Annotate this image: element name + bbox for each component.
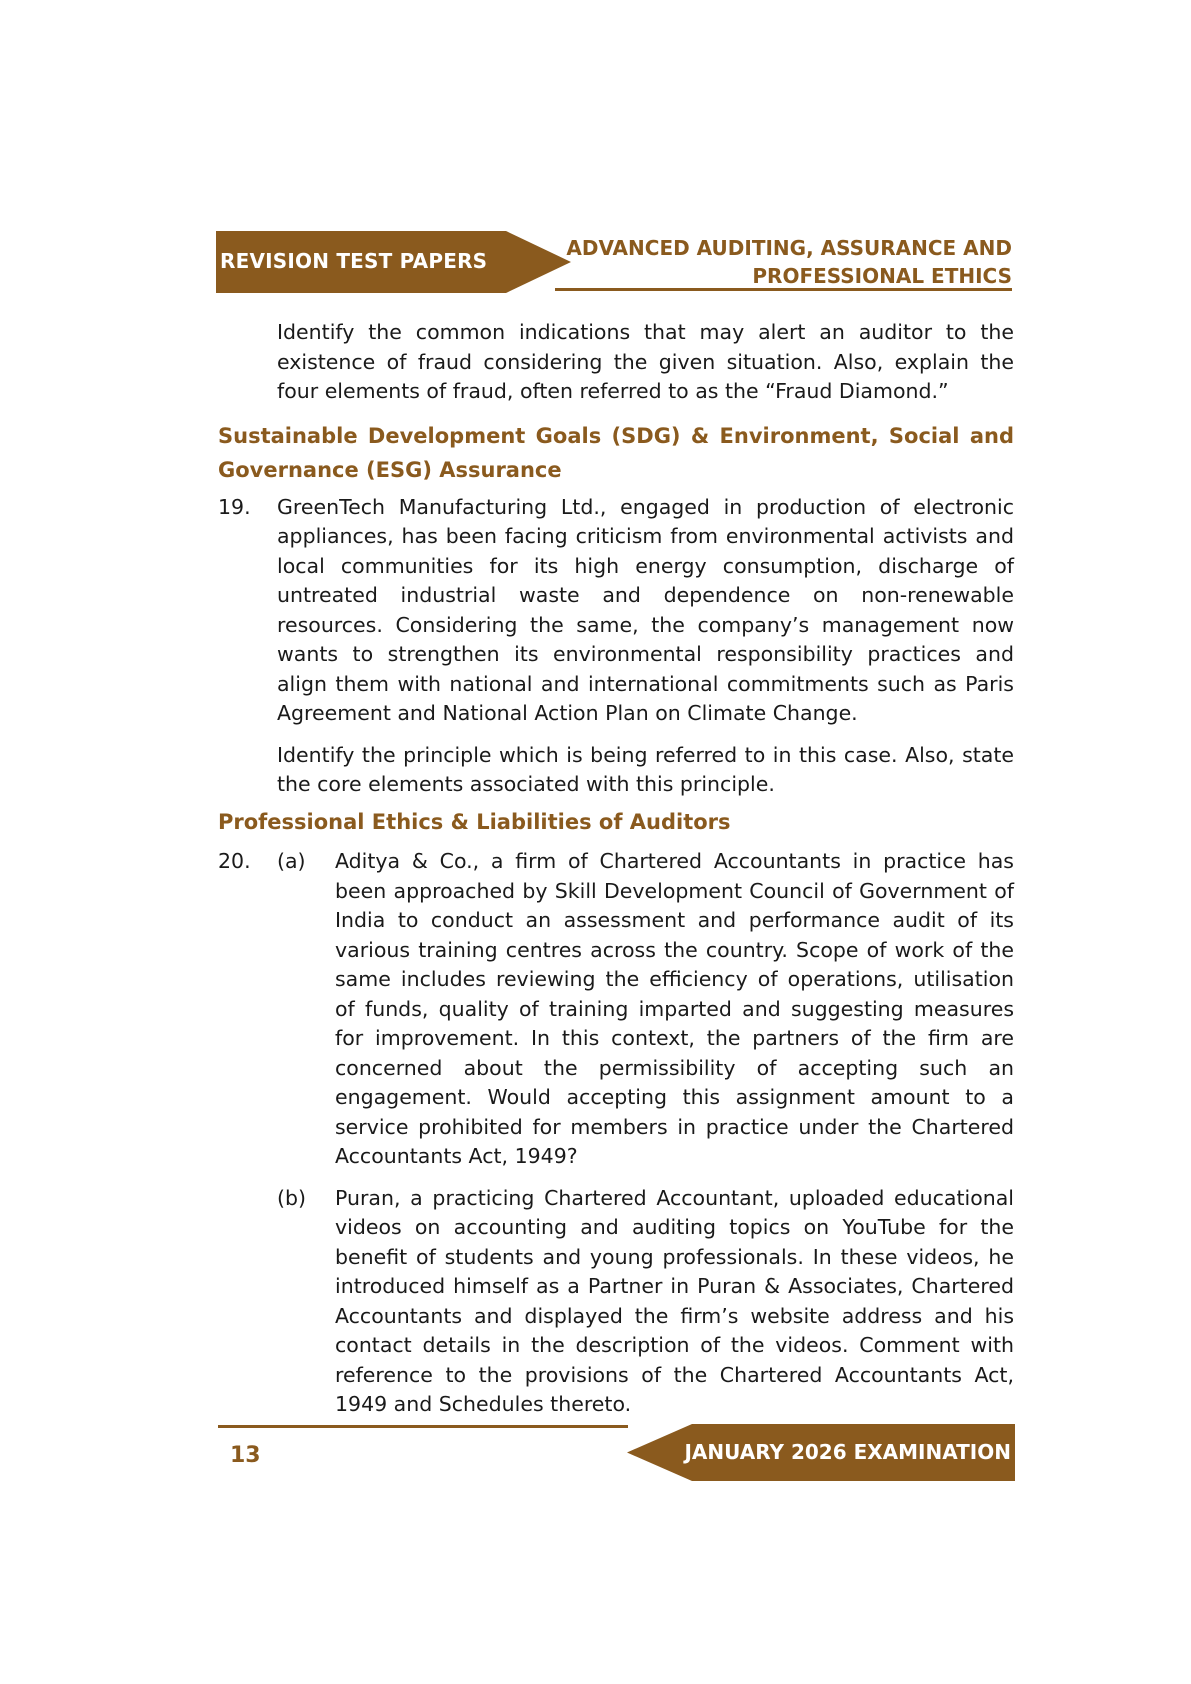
question-number: 19. [218, 494, 251, 519]
header-right-line1: ADVANCED AUDITING, ASSURANCE AND [566, 236, 1012, 260]
header-right-line2: PROFESSIONAL ETHICS [752, 264, 1012, 288]
question-19-para2: Identify the principle which is being referred to in this case. Also, state the core elements associated with this principle. [277, 742, 1014, 796]
question-20a-text: Aditya & Co., a firm of Chartered Accountants in practice has been approached by Skill Development Council of Government of India to conduct an assessment and performance audit of its various training centres across the country. Scope of work of the same includes reviewing the efficiency of operations, utilisation of funds, quality of training imparted and suggesting measures for improvement. In this context, the partners of the firm are concerned about the permissibility of accepting such an engagement. Would accepting this assignment amount to a service prohibited for members in practice under the Chartered Accountants Act, 1949? [335, 849, 1014, 1168]
page-number: 13 [230, 1443, 261, 1468]
question-19-para1: GreenTech Manufacturing Ltd., engaged in production of electronic appliances, has been facing criticism from environmental activists and local communities for its high energy consumption, discharge of untreated industrial waste and dependence on non-renewable resources. Considering the same, the company’s management now wants to strengthen its environmental responsibility practices and align them with national and international commitments such as Paris Agreement and National Action Plan on Climate Change. [277, 494, 1014, 725]
footer-right-banner [627, 1424, 1015, 1481]
page-body [218, 318, 1014, 1420]
question-20b [218, 1184, 1014, 1420]
question-20b-text: Puran, a practicing Chartered Accountant, uploaded educational videos on accounting and auditing topics on YouTube for the benefit of students and young professionals. In these videos, he introduced himself as a Partner in Puran & Associates, Chartered Accountants and displayed the firm’s website address and his contact details in the description of the videos. Comment with reference to the provisions of the Chartered Accountants Act, 1949 and Schedules thereto. [335, 1185, 1014, 1416]
question-number: 20. [218, 849, 251, 873]
footer-exam-label: JANUARY 2026 EXAMINATION [684, 1440, 1011, 1464]
header-rule [555, 288, 1012, 291]
sub-question-label: (a) [277, 849, 306, 873]
section-heading-sdg: Sustainable Development Goals (SDG) & Environment, Social and Governance (ESG) Assurance [218, 423, 1014, 482]
sub-question-label: (b) [277, 1185, 307, 1210]
footer-rule [218, 1425, 628, 1428]
section-heading-ethics: Professional Ethics & Liabilities of Auditors [218, 809, 731, 834]
header-right-title [566, 234, 1012, 290]
intro-paragraph: Identify the common indications that may alert an auditor to the existence of fraud considering the given situation. Also, explain the four elements of fraud, often referred to as the “Fraud Diamond.” [277, 320, 1014, 403]
header-left-banner [216, 231, 571, 293]
question-19 [218, 493, 1014, 800]
question-20a [218, 847, 1014, 1172]
header-left-title: REVISION TEST PAPERS [220, 249, 488, 273]
